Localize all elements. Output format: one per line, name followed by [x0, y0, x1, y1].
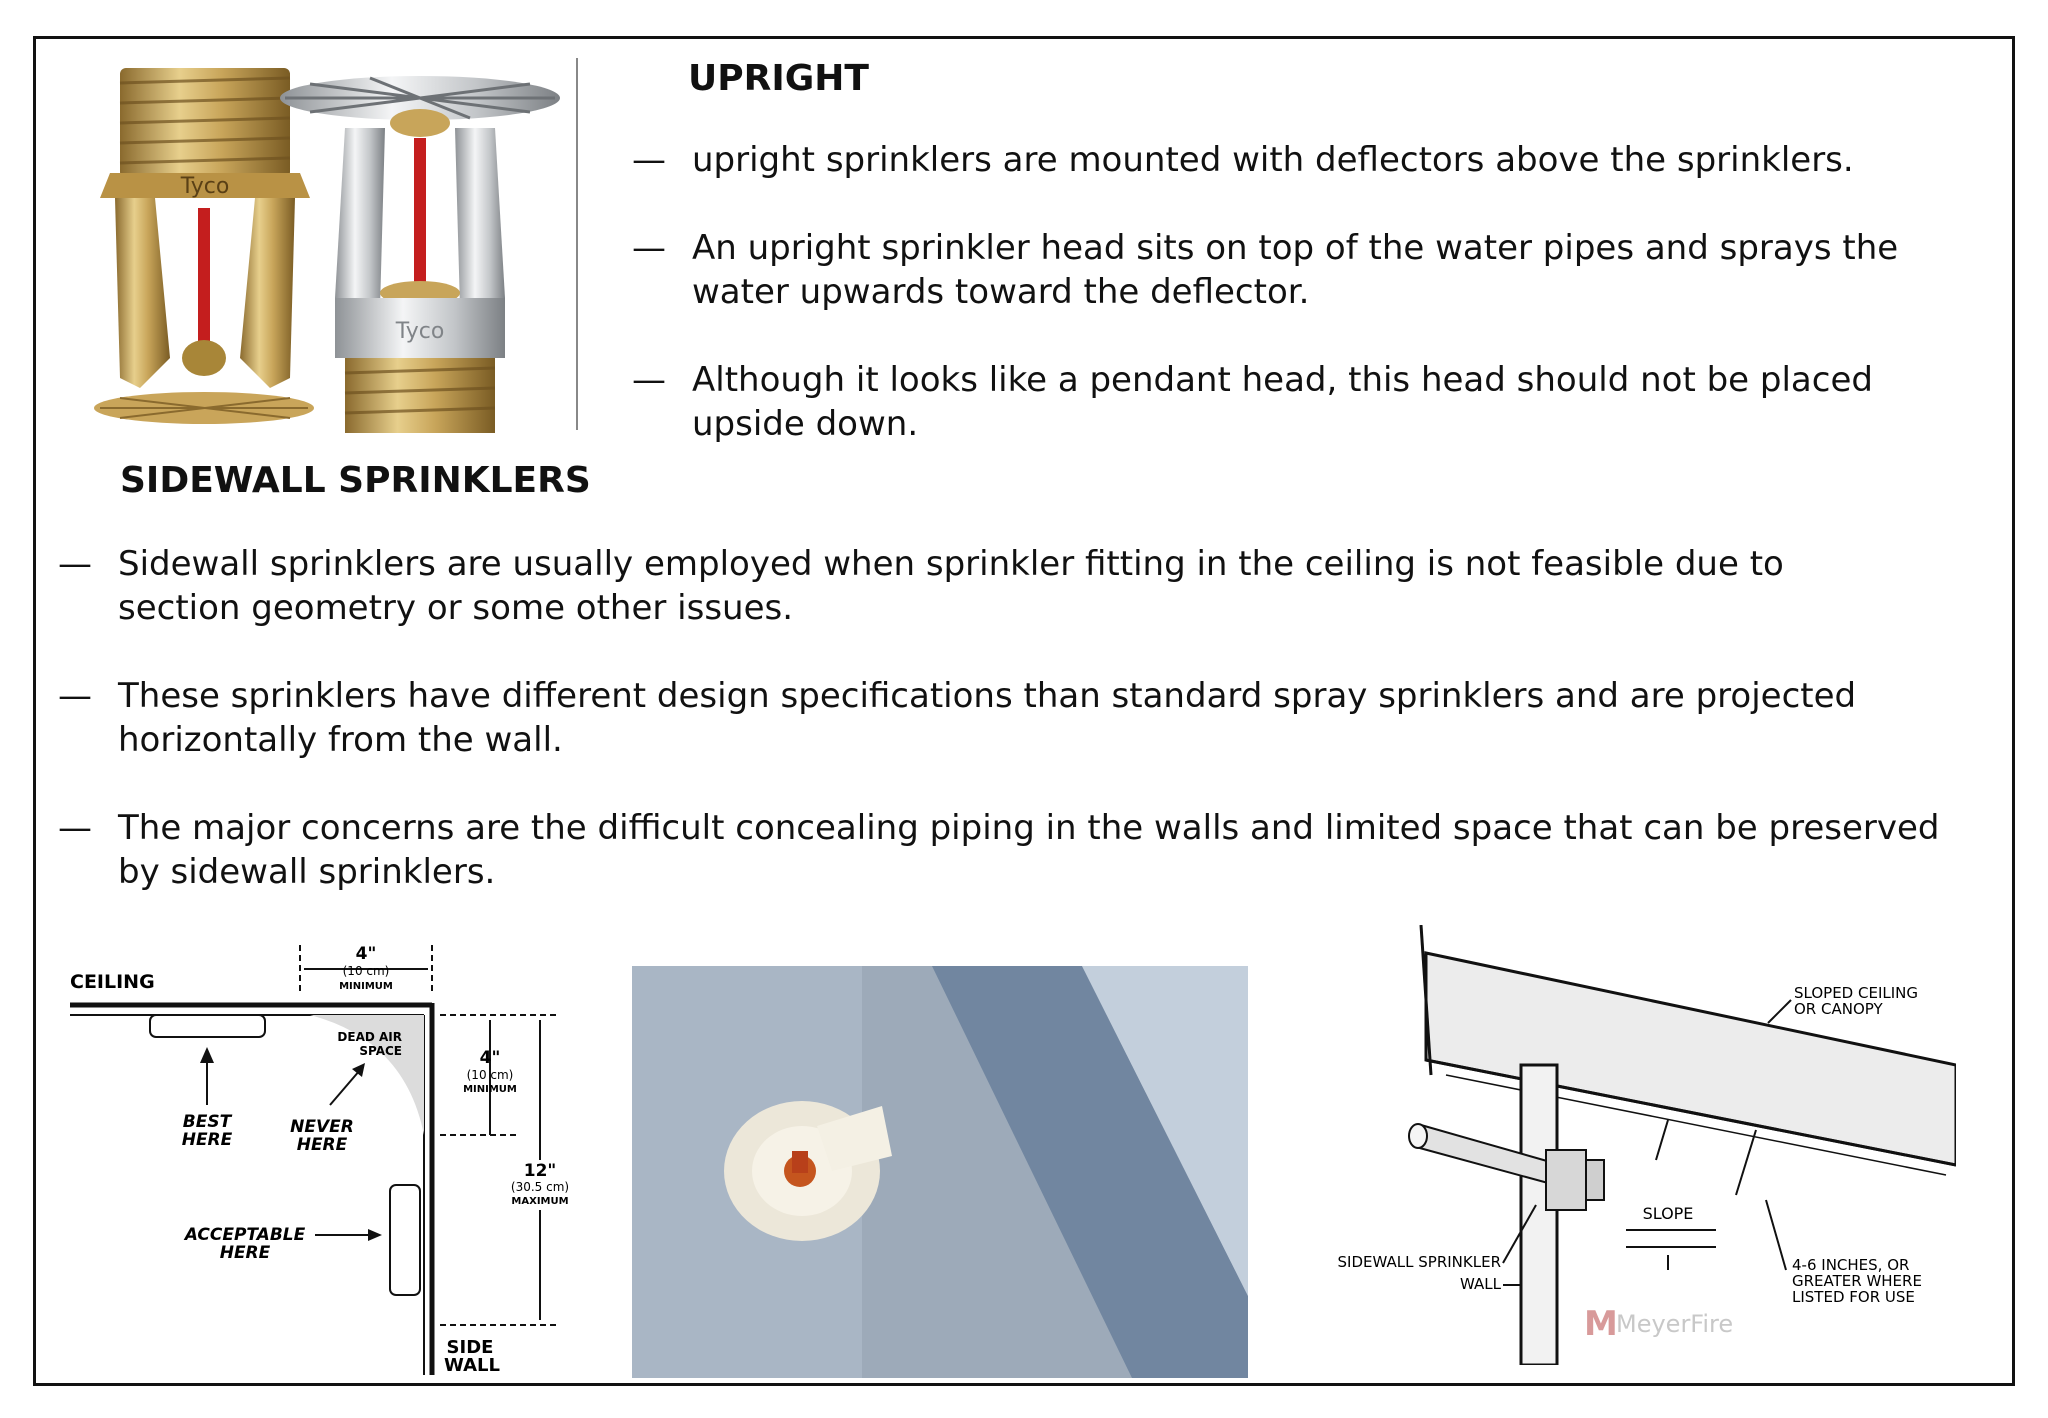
- brass-sprinkler-icon: [94, 68, 314, 424]
- sidewall-sprinkler-label: SIDEWALL SPRINKLER: [1337, 1253, 1501, 1271]
- dash-marker: —: [58, 676, 92, 716]
- inches-label-2: GREATER WHERE: [1792, 1272, 1922, 1290]
- dead-air-label: DEAD AIR: [337, 1030, 402, 1044]
- bullet-text: The major concerns are the difficult concealing piping in the walls and limited space that can be preserved by sidewall sprinklers.: [118, 808, 1940, 892]
- dash-marker: —: [58, 808, 92, 848]
- dash-marker: —: [632, 228, 666, 268]
- bullet-text: An upright sprinkler head sits on top of the water pipes and sprays the water upwards toward the deflector.: [692, 228, 1899, 312]
- sloped-ceiling-label: SLOPED CEILING: [1794, 984, 1918, 1002]
- sloped-ceiling-diagram: [1296, 925, 1956, 1365]
- top-dim-cm: (10 cm): [342, 964, 390, 978]
- side-wall-label: WALL: [444, 1355, 500, 1375]
- inches-label-1: 4-6 INCHES, OR: [1792, 1256, 1910, 1274]
- tyco-right-label: Tyco: [395, 319, 445, 344]
- best-label: BEST: [182, 1112, 232, 1132]
- dash-marker: —: [632, 360, 666, 400]
- dead-air-space-label: SPACE: [359, 1044, 402, 1058]
- side-label: SIDE: [446, 1337, 494, 1358]
- bullet-text: Although it looks like a pendant head, this head should not be placed upside down.: [692, 360, 1873, 444]
- acceptable-label: ACCEPTABLE: [184, 1225, 306, 1245]
- side-dim-note: MINIMUM: [463, 1084, 517, 1095]
- top-dim-note: MINIMUM: [339, 981, 393, 992]
- tyco-left-label: Tyco: [180, 174, 230, 199]
- photo-divider: [576, 58, 578, 430]
- ceiling-label: CEILING: [70, 971, 155, 993]
- inches-label-3: LISTED FOR USE: [1792, 1288, 1915, 1306]
- max-dim-note: MAXIMUM: [511, 1196, 569, 1207]
- upright-heading: UPRIGHT: [688, 58, 869, 99]
- slope-label: SLOPE: [1642, 1204, 1694, 1223]
- meyerfire-logo-mark: M: [1584, 1304, 1618, 1344]
- upright-sprinkler-icon: [280, 76, 560, 433]
- never-here-label: HERE: [296, 1135, 348, 1155]
- bullet-text: These sprinklers have different design specifications than standard spray sprinklers and are projected horizontally from the wall.: [118, 676, 1857, 760]
- dash-marker: —: [58, 544, 92, 584]
- max-dim-cm: (30.5 cm): [510, 1180, 570, 1194]
- upright-sprinkler-photo: [80, 58, 580, 438]
- wall-label: WALL: [1460, 1275, 1501, 1293]
- sidewall-sprinkler-icon: [1546, 1150, 1604, 1210]
- dash-marker: —: [632, 140, 666, 180]
- side-dim-cm: (10 cm): [466, 1068, 514, 1082]
- ceiling-sprinkler-photo: [632, 966, 1248, 1378]
- never-label: NEVER: [290, 1117, 354, 1137]
- bullet-text: upright sprinklers are mounted with deflectors above the sprinklers.: [692, 140, 1854, 180]
- bullet-text: Sidewall sprinklers are usually employed when sprinkler fitting in the ceiling is not feasible due to section geometry or some other issues.: [118, 544, 1784, 628]
- acceptable-here-label: HERE: [219, 1243, 271, 1263]
- side-dim-label: 4": [479, 1048, 501, 1068]
- top-dim-label: 4": [355, 944, 377, 964]
- or-canopy-label: OR CANOPY: [1794, 1000, 1883, 1018]
- sprinkler-placement-diagram: [60, 935, 580, 1375]
- sidewall-heading: SIDEWALL SPRINKLERS: [120, 460, 591, 501]
- meyerfire-logo-text: MeyerFire: [1616, 1310, 1734, 1338]
- max-dim-label: 12": [523, 1161, 557, 1181]
- best-here-label: HERE: [181, 1130, 233, 1150]
